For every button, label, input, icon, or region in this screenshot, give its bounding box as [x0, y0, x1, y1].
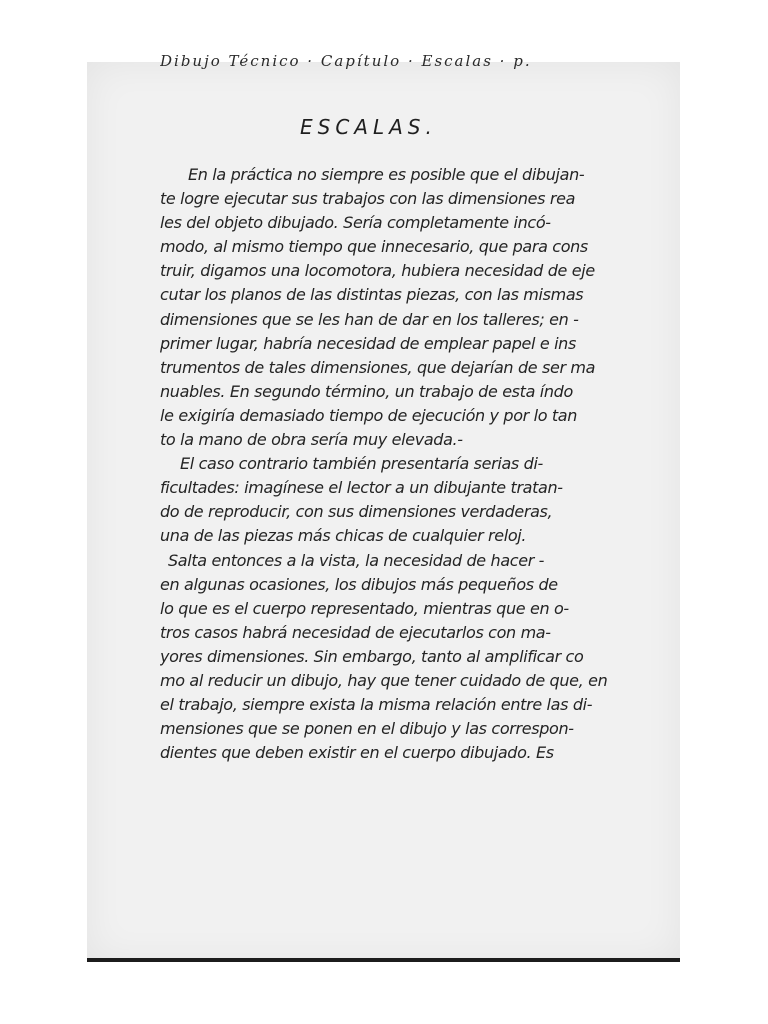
text-line: truir, digamos una locomotora, hubiera necesidad de eje	[160, 261, 595, 281]
text-line: lo que es el cuerpo representado, mientras que en o-	[160, 598, 569, 618]
text-line: el trabajo, siempre exista la misma relación entre las di-	[160, 695, 593, 715]
text-line: primer lugar, habría necesidad de emplear papel e ins	[160, 333, 576, 353]
text-line: dientes que deben existir en el cuerpo dibujado. Es	[160, 743, 554, 763]
text-line: en algunas ocasiones, los dibujos más pequeños de	[160, 574, 558, 594]
text-line: te logre ejecutar sus trabajos con las dimensiones rea	[160, 189, 576, 209]
page-bottom-edge	[87, 958, 680, 962]
text-line: to la mano de obra sería muy elevada.-	[160, 430, 463, 450]
text-line: Salta entonces a la vista, la necesidad de hacer -	[168, 550, 545, 570]
text-line: En la práctica no siempre es posible que el dibujan-	[188, 165, 585, 184]
text-line: mensiones que se ponen en el dibujo y las correspon-	[160, 719, 574, 739]
text-line: do de reproducir, con sus dimensiones verdaderas,	[160, 502, 553, 522]
text-line: mo al reducir un dibujo, hay que tener cuidado de que, en	[160, 670, 608, 690]
text-line: trumentos de tales dimensiones, que dejarían de ser ma	[160, 357, 596, 377]
text-line: ficultades: imagínese el lector a un dibujante tratan-	[160, 478, 563, 498]
page-title: ESCALAS.	[300, 115, 437, 139]
text-line: les del objeto dibujado. Sería completamente incó-	[160, 213, 551, 233]
text-line: una de las piezas más chicas de cualquier reloj.	[160, 526, 527, 546]
text-line: tros casos habrá necesidad de ejecutarlos con ma-	[160, 622, 551, 642]
text-line: yores dimensiones. Sin embargo, tanto al amplificar co	[160, 646, 584, 666]
running-header: Dibujo Técnico · Capítulo · Escalas · p.	[160, 52, 532, 70]
text-line: modo, al mismo tiempo que innecesario, que para cons	[160, 237, 588, 257]
body-text	[160, 163, 622, 765]
text-line: cutar los planos de las distintas piezas, con las mismas	[160, 285, 584, 305]
text-line: El caso contrario también presentaría serias di-	[180, 454, 543, 474]
text-line: dimensiones que se les han de dar en los talleres; en -	[160, 309, 579, 329]
text-line: le exigiría demasiado tiempo de ejecución y por lo tan	[160, 405, 578, 425]
text-line: nuables. En segundo término, un trabajo de esta índo	[160, 381, 573, 401]
